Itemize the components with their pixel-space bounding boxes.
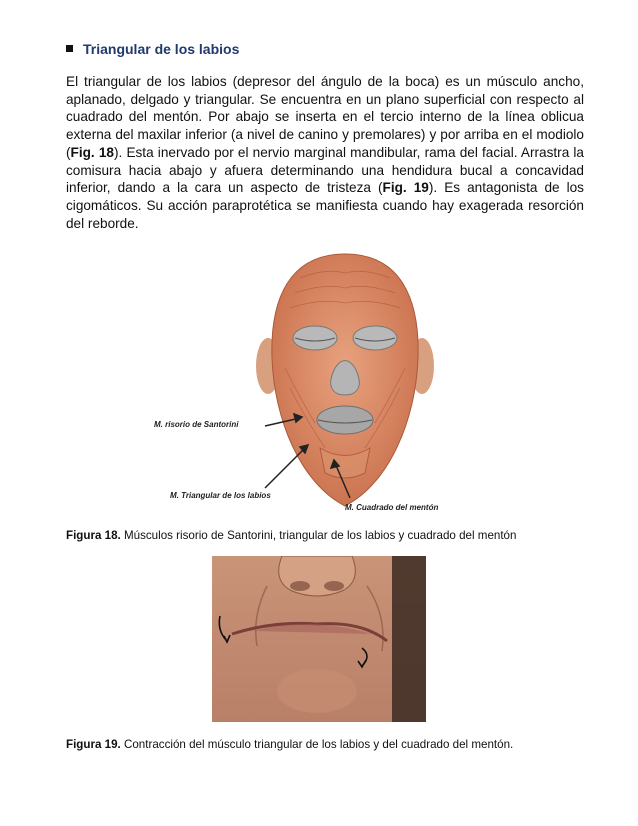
paragraph-text: ). Esta inervado por el nervio marginal mandibular, rama del facial. Arrastra la comisura hacia abajo y afuera determinando una hendidura bucal a concavidad inferior, dando a la cara un aspecto de tristeza ( — [66, 144, 584, 196]
figure-18-caption — [66, 529, 516, 542]
right-eye — [353, 326, 397, 350]
nose — [279, 556, 356, 596]
section-title: Triangular de los labios — [83, 41, 240, 57]
paragraph-text: El triangular de los labios (depresor del ángulo de la boca) es un músculo ancho, aplanado, delgado y triangular. Se encuentra en un plano superficial con respecto al cuadrado del mentón. Por abajo se inserta en el tercio interno de la línea oblicua externa del maxilar inferior (a nivel de canino y premolares) y por arriba en el modiolo ( — [66, 74, 584, 160]
caption-text: Músculos risorio de Santorini, triangular de los labios y cuadrado del mentón — [120, 529, 517, 542]
section-heading — [66, 41, 239, 57]
background-shadow — [392, 556, 426, 722]
figure-reference: Fig. 19 — [382, 180, 429, 196]
bullet-square-icon — [66, 45, 73, 52]
mouth — [317, 406, 373, 434]
label-risorio: M. risorio de Santorini — [154, 420, 239, 429]
chin — [277, 669, 357, 713]
facial-muscles-illustration — [140, 248, 550, 513]
figure-reference: Fig. 18 — [70, 144, 114, 160]
label-triangular: M. Triangular de los labios — [170, 491, 271, 500]
label-cuadrado: M. Cuadrado del mentón — [345, 503, 439, 512]
left-eye — [293, 326, 337, 350]
caption-label: Figura 19. — [66, 738, 121, 751]
body-paragraph — [66, 73, 584, 232]
paragraph-text: ). Es antagonista de los cigomáticos. Su acción paraprotética se manifiesta cuando hay exagerada resorción del reborde. — [66, 180, 584, 231]
caption-label: Figura 18. — [66, 529, 121, 542]
caption-text: Contracción del músculo triangular de los labios y del cuadrado del mentón. — [120, 738, 514, 751]
mouth-contraction-photo — [212, 556, 426, 722]
figure-19-caption — [66, 738, 513, 751]
